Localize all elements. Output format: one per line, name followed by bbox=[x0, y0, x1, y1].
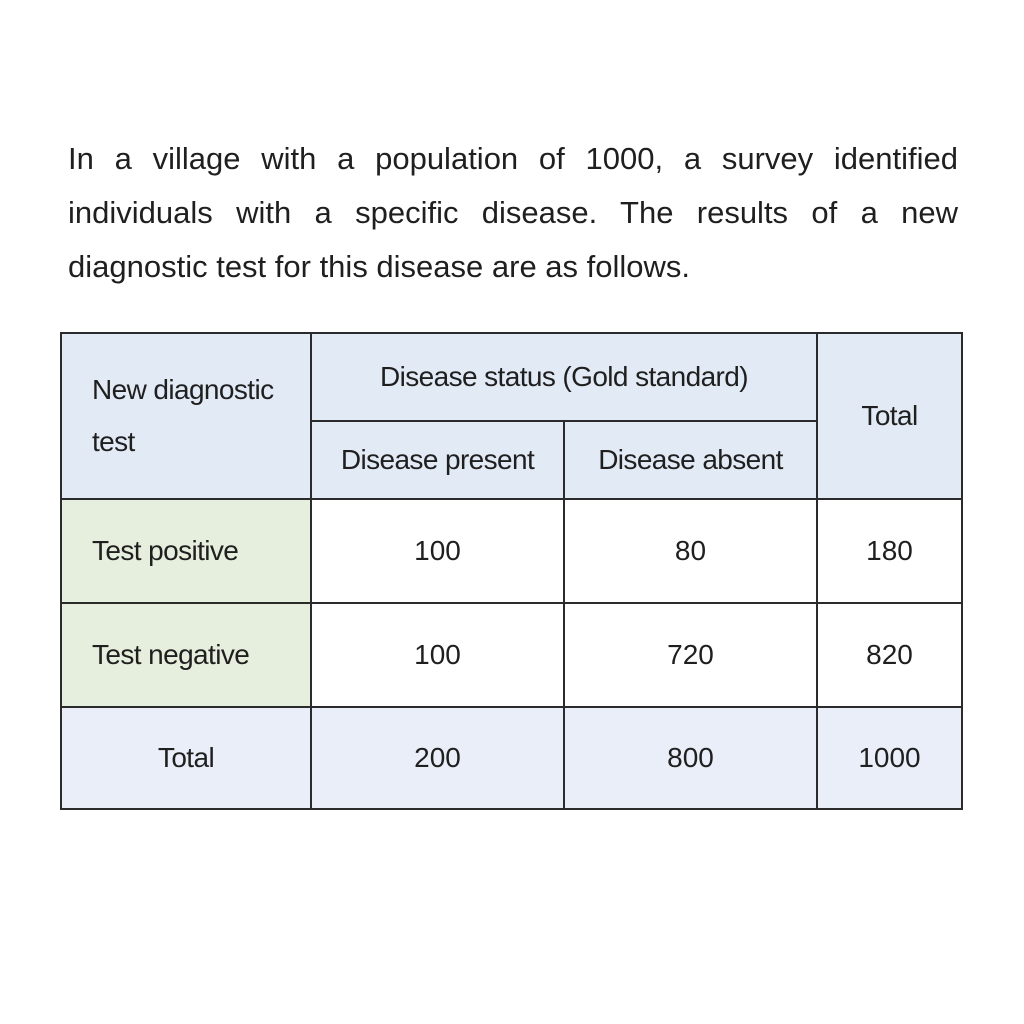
cell-negative-absent: 720 bbox=[564, 603, 817, 707]
diagnostic-results-table bbox=[60, 332, 963, 810]
cell-negative-total: 820 bbox=[817, 603, 962, 707]
row-label-total: Total bbox=[61, 707, 311, 809]
group-header-disease-status: Disease status (Gold standard) bbox=[311, 333, 817, 421]
cell-positive-total: 180 bbox=[817, 499, 962, 603]
row-label-test-negative: Test negative bbox=[61, 603, 311, 707]
intro-paragraph: In a village with a population of 1000, a survey identified individuals with a specific disease. The results of a new diagnostic test for this disease are as follows. bbox=[68, 141, 958, 284]
table-row-test-positive bbox=[61, 499, 962, 603]
cell-positive-absent: 80 bbox=[564, 499, 817, 603]
corner-header-new-diagnostic-test: New diagnostic test bbox=[61, 333, 311, 499]
cell-total-present: 200 bbox=[311, 707, 564, 809]
cell-grand-total: 1000 bbox=[817, 707, 962, 809]
cell-positive-present: 100 bbox=[311, 499, 564, 603]
column-header-disease-present: Disease present bbox=[311, 421, 564, 499]
row-label-test-positive: Test positive bbox=[61, 499, 311, 603]
table-row-total bbox=[61, 707, 962, 809]
cell-total-absent: 800 bbox=[564, 707, 817, 809]
table-row-test-negative bbox=[61, 603, 962, 707]
column-header-total: Total bbox=[817, 333, 962, 499]
column-header-disease-absent: Disease absent bbox=[564, 421, 817, 499]
cell-negative-present: 100 bbox=[311, 603, 564, 707]
